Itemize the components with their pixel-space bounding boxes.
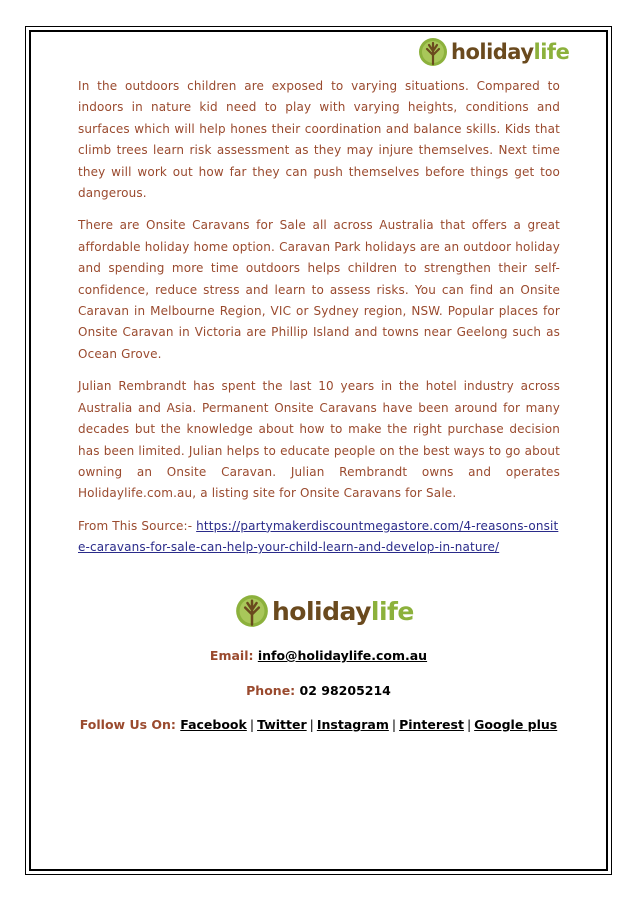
- paragraph-onsite-caravans: There are Onsite Caravans for Sale all across Australia that offers a great affordable holiday home option. Caravan Park holidays are an outdoor holiday and spending more time outdoors helps children to strengthen their self-confidence, reduce stress and learn to assess risks. You can find an Onsite Caravan in Melbourne Region, VIC or Sydney region, NSW. Popular places for Onsite Caravan in Victoria are Phillip Island and towns near Geelong such as Ocean Grove.: [78, 218, 560, 361]
- brand-name-part2: life: [533, 40, 570, 64]
- brand-logo-footer: [235, 593, 414, 629]
- source-label: From This Source:-: [78, 518, 197, 533]
- tree-logo-icon: [418, 37, 448, 67]
- brand-name-part2: life: [370, 596, 414, 626]
- source-line: [78, 516, 560, 559]
- paragraph-outdoor-learning: In the outdoors children are exposed to varying situations. Compared to indoors in nature kid need to play with varying heights, conditions and surfaces which will help hones their coordination and balance skills. Kids that climb trees learn risk assessment as they may injure themselves. Next time they will work out how far they can push themselves before things get too dangerous.: [78, 79, 560, 201]
- follow-label: Follow Us On:: [79, 717, 181, 732]
- email-link[interactable]: info@holidaylife.com.au: [257, 648, 428, 663]
- facebook-link[interactable]: Facebook: [180, 717, 247, 732]
- pinterest-link[interactable]: Pinterest: [399, 717, 464, 732]
- source-link[interactable]: https://partymakerdiscountmegastore.com/4-reasons-onsite-caravans-for-sale-can-help-your-child-learn-and-develop-in-nature/: [78, 518, 559, 555]
- phone-label: Phone:: [246, 683, 300, 698]
- separator: |: [466, 717, 472, 732]
- brand-logo-header: [418, 36, 569, 68]
- phone-number: 02 98205214: [299, 683, 391, 698]
- paragraph-author-bio: Julian Rembrandt has spent the last 10 years in the hotel industry across Australia and Asia. Permanent Onsite Caravans have been around for many decades but the knowledge about how to make the right purchase decision has been limited. Julian helps to educate people on the best ways to go about owning an Onsite Caravan. Julian Rembrandt owns and operates Holidaylife.com.au, a listing site for Onsite Caravans for Sale.: [78, 379, 560, 501]
- article-body: [78, 76, 560, 570]
- phone-line: [29, 683, 608, 698]
- separator: |: [391, 717, 397, 732]
- email-label: Email:: [209, 648, 258, 663]
- google-plus-link[interactable]: Google plus: [474, 717, 558, 732]
- instagram-link[interactable]: Instagram: [316, 717, 389, 732]
- twitter-link[interactable]: Twitter: [257, 717, 307, 732]
- brand-name-part1: holiday: [451, 40, 534, 64]
- tree-logo-icon: [235, 594, 269, 628]
- separator: |: [309, 717, 314, 732]
- brand-name-part1: holiday: [272, 596, 371, 626]
- separator: |: [249, 717, 255, 732]
- follow-line: [29, 717, 608, 732]
- email-line: [29, 648, 608, 663]
